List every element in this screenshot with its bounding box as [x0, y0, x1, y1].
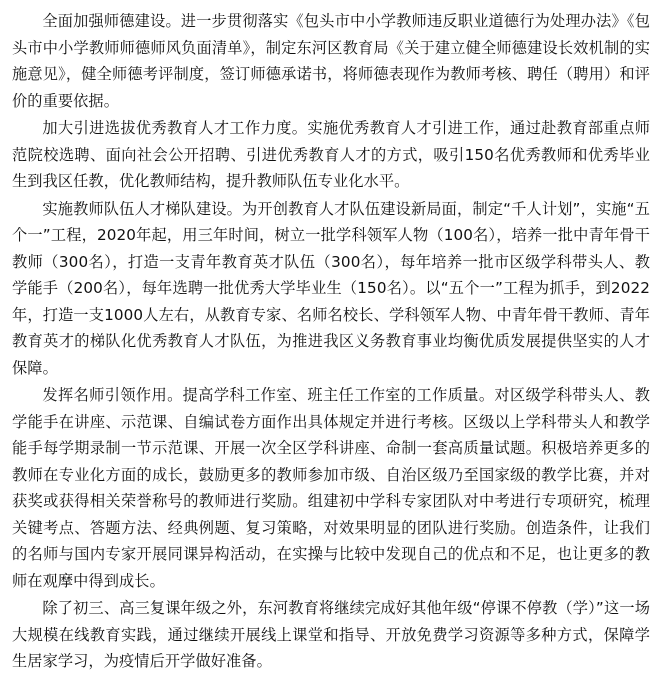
paragraph-4: 发挥名师引领作用。提高学科工作室、班主任工作室的工作质量。对区级学科带头人、教学能手在讲座、示范课、自编试卷方面作出具体规定并进行考核。区级以上学科带头人和教学能手每学期录制一节示范课、开展一次全区学科讲座、命制一套高质量试题。积极培养更多的教师在专业化方面的成长，鼓励更多的教师参加市级、自治区级乃至国家级的教学比赛，并对获奖或获得相关荣誉称号的教师进行奖励。组建初中学科专家团队对中考进行专项研究，梳理关键考点、答题方法、经典例题、复习策略，对效果明显的团队进行奖励。创造条件，让我们的名师与国内专家开展同课异构活动，在实操与比较中发现自己的优点和不足，也让更多的教师在观摩中得到成长。 [12, 386, 650, 590]
paragraph-1: 全面加强师德建设。进一步贯彻落实《包头市中小学教师违反职业道德行为处理办法》《包头市中小学教师师德师风负面清单》，制定东河区教育局《关于建立健全师德建设长效机制的实施意见》，健全师德考评制度，签订师德承诺书，将师德表现作为教师考核、聘任（聘用）和评价的重要依据。 [12, 12, 650, 110]
paragraph-3: 实施教师队伍人才梯队建设。为开创教育人才队伍建设新局面，制定“千人计划”，实施“五个一”工程，2020年起，用三年时间，树立一批学科领军人物（100名），培养一批中青年骨干教师（300名），打造一支青年教育英才队伍（300名），每年培养一批市区级学科带头人、教学能手（200名），每年选聘一批优秀大学毕业生（150名）。以“五个一”工程为抓手，到2022年，打造一支1000人左右，从教育专家、名师名校长、学科领军人物、中青年骨干教师、青年教育英才的梯队化优秀教育人才队伍，为推进我区义务教育事业均衡优质发展提供坚实的人才保障。 [12, 199, 650, 377]
paragraph-5: 除了初三、高三复课年级之外，东河教育将继续完成好其他年级“停课不停教（学）”这一场大规模在线教育实践，通过继续开展线上课堂和指导、开放免费学习资源等多种方式，保障学生居家学习，为疫情后开学做好准备。 [12, 599, 650, 670]
paragraph-2: 加大引进选拔优秀教育人才工作力度。实施优秀教育人才引进工作，通过赴教育部重点师范院校选聘、面向社会公开招聘、引进优秀教育人才的方式，吸引150名优秀教师和优秀毕业生到我区任教，优化教师结构，提升教师队伍专业化水平。 [12, 119, 650, 190]
